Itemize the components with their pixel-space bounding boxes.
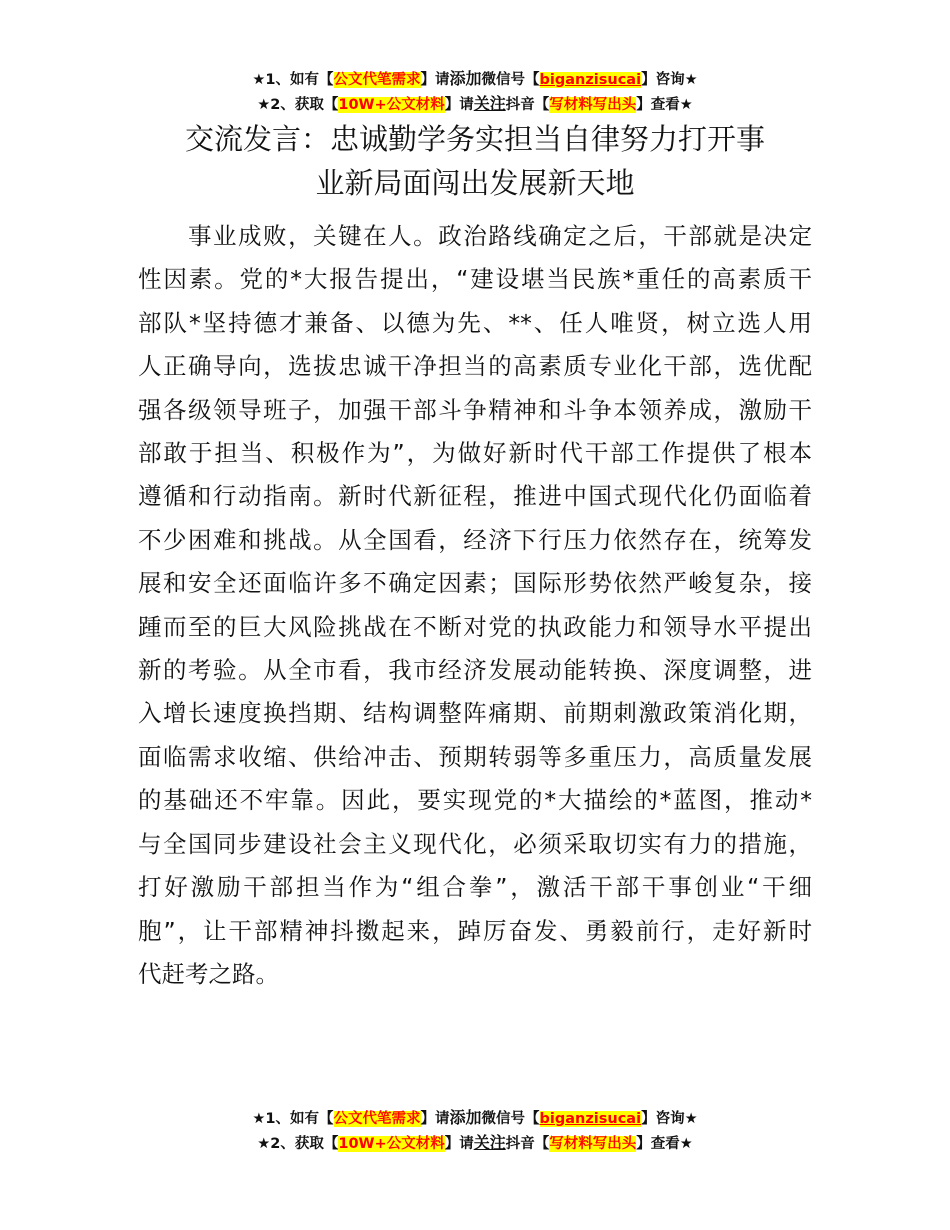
promo-text: ★2、获取【 — [257, 1136, 339, 1152]
promo-text: ★1、如有【 — [252, 1111, 334, 1127]
promo-text: 】咨询★ — [641, 1111, 698, 1127]
promo-text: 抖音【 — [505, 1136, 550, 1152]
promo-highlight-service: 公文代笔需求 — [333, 72, 421, 88]
title-line-2: 业新局面闯出发展新天地 — [315, 166, 635, 200]
promo-douyin-account[interactable]: 写材料写出头 — [549, 97, 637, 113]
body-line: 入增长速度换挡期、结构调整阵痛期、前期刺激政策消化期， — [138, 699, 812, 728]
promo-douyin-account[interactable]: 写材料写出头 — [549, 1136, 637, 1152]
promo-text: ★2、获取【 — [257, 97, 339, 113]
promo-text: ★1、如有【 — [252, 72, 334, 88]
body-line: 部敢于担当、积极作为”，为做好新时代干部工作提供了根本 — [138, 439, 812, 468]
promo-line-1 — [0, 1106, 950, 1131]
body-line: 强各级领导班子，加强干部斗争精神和斗争本领养成，激励干 — [138, 395, 812, 424]
body-line: 遵循和行动指南。新时代新征程，推进中国式现代化仍面临着 — [138, 482, 812, 511]
promo-line-2 — [0, 1131, 950, 1156]
promo-emphasis: 关注 — [473, 1133, 506, 1152]
promo-wechat-id[interactable]: biganzisucai — [539, 72, 642, 88]
promo-footer — [0, 1106, 950, 1156]
promo-wechat-id[interactable]: biganzisucai — [539, 1111, 642, 1127]
promo-text: 微信号【 — [481, 72, 540, 88]
body-line: 的基础还不牢靠。因此，要实现党的*大描绘的*蓝图，推动* — [138, 786, 812, 815]
promo-text: 微信号【 — [481, 1111, 540, 1127]
promo-text: 】请 — [420, 72, 450, 88]
promo-emphasis: 添加 — [449, 69, 482, 88]
body-line: 展和安全还面临许多不确定因素；国际形势依然严峻复杂，接 — [138, 569, 812, 598]
body-line: 部队*坚持德才兼备、以德为先、**、任人唯贤，树立选人用 — [138, 308, 812, 337]
body-line: 人正确导向，选拔忠诚干净担当的高素质专业化干部，选优配 — [138, 352, 812, 381]
body-line: 不少困难和挑战。从全国看，经济下行压力依然存在，统筹发 — [138, 525, 812, 554]
promo-emphasis: 添加 — [449, 1108, 482, 1127]
promo-highlight-materials: 10W+公文材料 — [338, 1136, 445, 1152]
promo-text: 】咨询★ — [641, 72, 698, 88]
body-line: 与全国同步建设社会主义现代化，必须采取切实有力的措施， — [138, 829, 812, 858]
body-line: 胞”，让干部精神抖擞起来，踔厉奋发、勇毅前行，走好新时 — [138, 916, 812, 945]
promo-text: 】请 — [420, 1111, 450, 1127]
promo-text: 】请 — [444, 97, 474, 113]
promo-emphasis: 关注 — [473, 94, 506, 113]
promo-text: 】查看★ — [636, 97, 693, 113]
body-line: 性因素。党的*大报告提出，“建设堪当民族*重任的高素质干 — [138, 265, 812, 294]
body-line: 事业成败，关键在人。政治路线确定之后，干部就是决定 — [188, 222, 812, 250]
document-title — [138, 117, 812, 205]
promo-text: 抖音【 — [505, 97, 550, 113]
promo-line-1 — [0, 67, 950, 92]
promo-line-2 — [0, 92, 950, 117]
promo-highlight-service: 公文代笔需求 — [333, 1111, 421, 1127]
promo-header — [0, 67, 950, 117]
document-body — [138, 215, 812, 996]
body-line: 打好激励干部担当作为“组合拳”，激活干部干事创业“干细 — [138, 873, 812, 902]
promo-text: 】查看★ — [636, 1136, 693, 1152]
body-line: 代赶考之路。 — [138, 959, 279, 988]
title-line-1: 交流发言：忠诚勤学务实担当自律努力打开事 — [184, 122, 765, 156]
body-line: 新的考验。从全市看，我市经济发展动能转换、深度调整，进 — [138, 656, 812, 685]
body-line: 面临需求收缩、供给冲击、预期转弱等多重压力，高质量发展 — [138, 742, 812, 771]
promo-text: 】请 — [444, 1136, 474, 1152]
promo-highlight-materials: 10W+公文材料 — [338, 97, 445, 113]
body-line: 踵而至的巨大风险挑战在不断对党的执政能力和领导水平提出 — [138, 612, 812, 641]
